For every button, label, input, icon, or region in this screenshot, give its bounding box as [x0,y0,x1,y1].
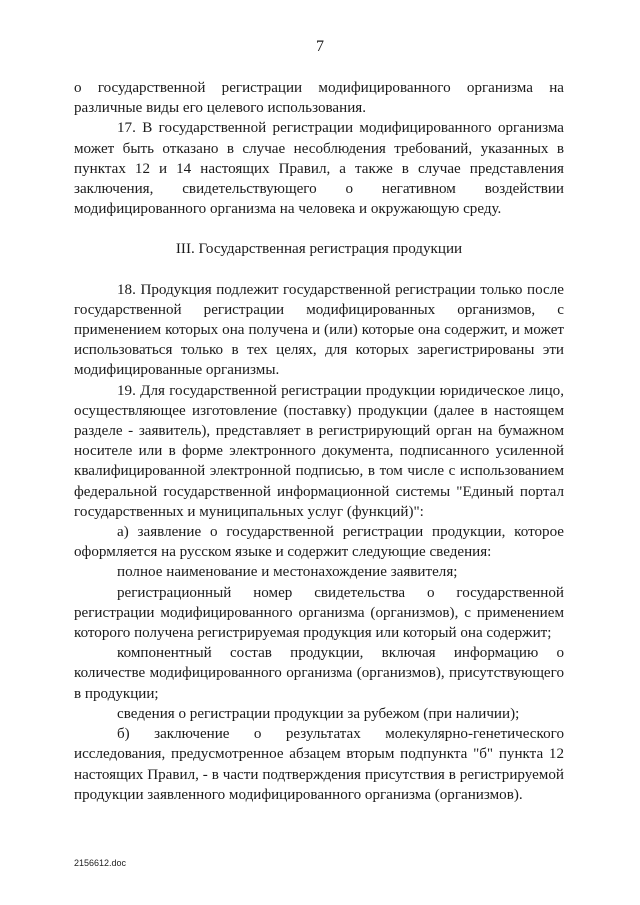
item-a-reg-number: регистрационный номер свидетельства о государственной регистрации модифицированного организма (организмов), с применением которого получена регистрируемая продукция или который она содержит; [74,584,564,642]
paragraph-continuation: о государственной регистрации модифицированного организма на различные виды его целевого использования. [74,80,564,117]
paragraph-18: 18. Продукция подлежит государственной регистрации только после государственной регистрации модифицированных организмов, с применением которых она получена и (или) которые она содержит, и может использоваться только в тех целях, для которых зарегистрированы эти модифицированные организмы. [74,281,564,379]
file-name-footer: 2156612.doc [74,858,127,868]
page-number: 7 [316,38,324,55]
item-a-name: полное наименование и местонахождение заявителя; [117,564,458,581]
paragraph-19: 19. Для государственной регистрации продукции юридическое лицо, осуществляющее изготовление (поставку) продукции (далее в настоящем разделе - заявитель), представляет в регистрирующий орган на бумажном носителе или в форме электронного документа, подписанного усиленной квалифицированной электронной подписью, в том числе с использованием федеральной государственной информационной системы "Единый портал государственных и муниципальных услуг (функций)": [74,382,564,520]
paragraph-17: 17. В государственной регистрации модифицированного организма может быть отказано в случае несоблюдения требований, указанных в пунктах 12 и 14 настоящих Правил, а также в случае представления заключения, свидетельствующего о негативном воздействии модифицированного организма на человека и окружающую среду. [74,120,564,218]
section-heading: III. Государственная регистрация продукции [175,241,463,258]
item-a-foreign-reg: сведения о регистрации продукции за рубежом (при наличии); [117,705,520,722]
document-body [74,78,564,805]
item-b: б) заключение о результатах молекулярно-генетического исследования, предусмотренное абзацем вторым подпункта "б" пункта 12 настоящих Правил, - в части подтверждения присутствия в регистрируемой продукции заявленного модифицированного организма (организмов). [74,726,564,803]
item-a: а) заявление о государственной регистрации продукции, которое оформляется на русском языке и содержит следующие сведения: [74,524,564,561]
item-a-composition: компонентный состав продукции, включая информацию о количестве модифицированного организма (организмов), присутствующего в продукции; [74,645,564,702]
